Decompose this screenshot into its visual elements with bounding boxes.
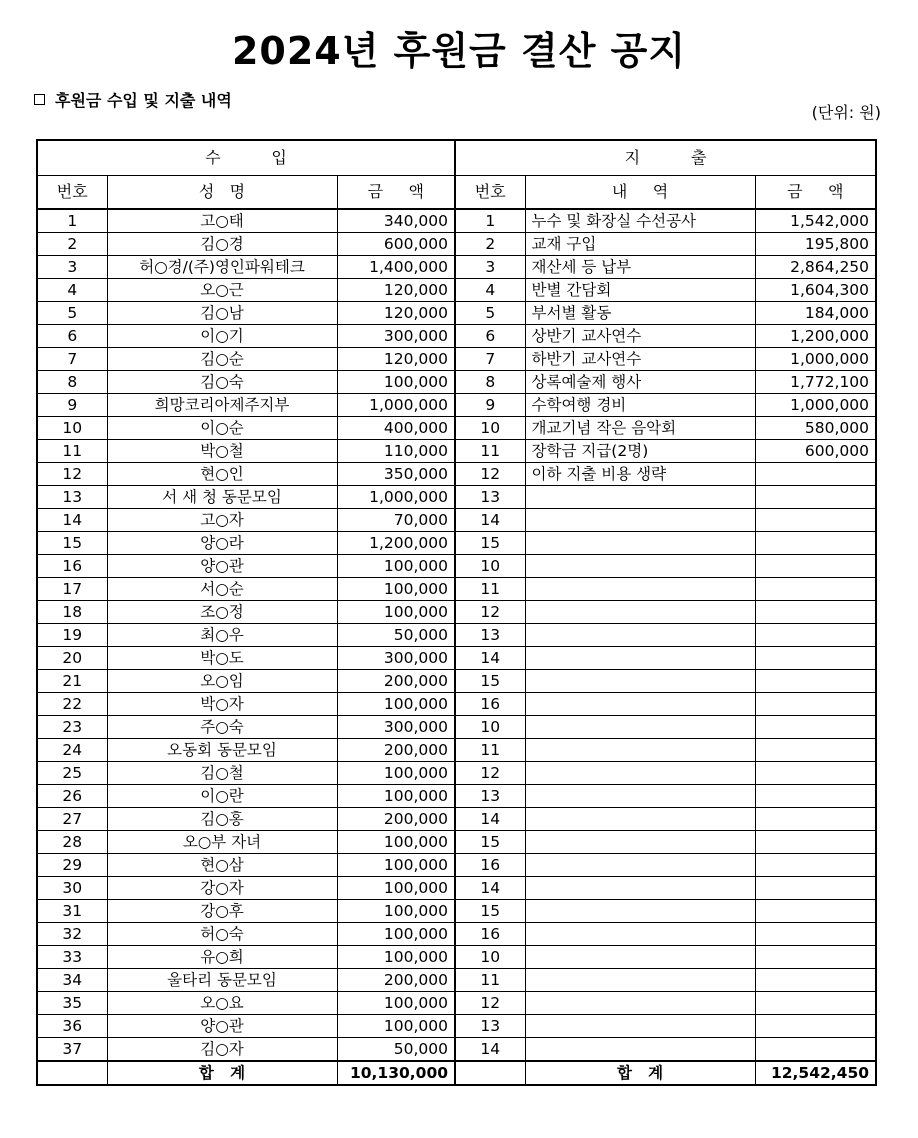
income-amount-cell: 300,000 <box>337 647 455 670</box>
expense-amount-cell <box>755 762 876 785</box>
expense-item-cell: 부서별 활동 <box>525 302 755 325</box>
expense-no-cell: 13 <box>455 486 525 509</box>
income-no-cell: 5 <box>37 302 107 325</box>
expense-amount-cell: 600,000 <box>755 440 876 463</box>
expense-item-cell <box>525 670 755 693</box>
table-row <box>37 854 876 877</box>
income-no-cell: 17 <box>37 578 107 601</box>
income-no-cell: 28 <box>37 831 107 854</box>
checkbox-bullet-icon <box>34 94 45 105</box>
expense-item-cell: 수학여행 경비 <box>525 394 755 417</box>
expense-amount-cell <box>755 693 876 716</box>
income-no-cell: 30 <box>37 877 107 900</box>
income-no-cell: 11 <box>37 440 107 463</box>
income-amount-cell: 1,200,000 <box>337 532 455 555</box>
income-amount-cell: 1,000,000 <box>337 394 455 417</box>
income-amount-cell: 70,000 <box>337 509 455 532</box>
income-no-cell: 18 <box>37 601 107 624</box>
table-row <box>37 233 876 256</box>
expense-no-cell: 16 <box>455 693 525 716</box>
section-title: 후원금 수입 및 지출 내역 <box>55 91 232 110</box>
income-amount-cell: 100,000 <box>337 831 455 854</box>
expense-item-cell <box>525 831 755 854</box>
expense-no-cell: 10 <box>455 946 525 969</box>
income-amount-cell: 340,000 <box>337 209 455 233</box>
income-amount-cell: 400,000 <box>337 417 455 440</box>
expense-item-cell <box>525 785 755 808</box>
expense-no-cell: 14 <box>455 647 525 670</box>
expense-item-cell: 상록예술제 행사 <box>525 371 755 394</box>
income-no-cell: 13 <box>37 486 107 509</box>
expense-amount-cell <box>755 670 876 693</box>
income-no-cell: 4 <box>37 279 107 302</box>
expense-item-cell: 상반기 교사연수 <box>525 325 755 348</box>
table-row <box>37 555 876 578</box>
income-name-cell: 오○근 <box>107 279 337 302</box>
income-amount-cell: 600,000 <box>337 233 455 256</box>
income-name-cell: 양○관 <box>107 555 337 578</box>
expense-item-cell <box>525 716 755 739</box>
table-row <box>37 739 876 762</box>
table-row <box>37 877 876 900</box>
expense-amount-header: 금 액 <box>755 176 876 210</box>
income-amount-cell: 50,000 <box>337 1038 455 1062</box>
income-amount-header: 금 액 <box>337 176 455 210</box>
income-name-cell: 김○자 <box>107 1038 337 1062</box>
page-title: 2024년 후원금 결산 공지 <box>231 29 687 73</box>
income-no-cell: 14 <box>37 509 107 532</box>
expense-no-cell: 9 <box>455 394 525 417</box>
table-row <box>37 463 876 486</box>
expense-amount-cell: 1,772,100 <box>755 371 876 394</box>
expense-no-cell: 5 <box>455 302 525 325</box>
expense-amount-cell <box>755 900 876 923</box>
income-amount-cell: 100,000 <box>337 785 455 808</box>
table-row <box>37 808 876 831</box>
expense-amount-cell <box>755 739 876 762</box>
expense-item-cell <box>525 877 755 900</box>
expense-no-cell: 1 <box>455 209 525 233</box>
income-name-cell: 허○경/(주)영인파워테크 <box>107 256 337 279</box>
income-amount-cell: 100,000 <box>337 371 455 394</box>
expense-no-cell: 13 <box>455 785 525 808</box>
income-name-cell: 고○자 <box>107 509 337 532</box>
column-header-row <box>37 176 876 210</box>
table-row <box>37 624 876 647</box>
income-amount-cell: 100,000 <box>337 762 455 785</box>
expense-item-cell: 반별 간담회 <box>525 279 755 302</box>
expense-item-cell <box>525 624 755 647</box>
expense-no-cell: 11 <box>455 739 525 762</box>
income-amount-cell: 350,000 <box>337 463 455 486</box>
expense-no-cell: 10 <box>455 716 525 739</box>
income-amount-cell: 100,000 <box>337 877 455 900</box>
income-name-cell: 울타리 동문모임 <box>107 969 337 992</box>
table-row <box>37 509 876 532</box>
income-amount-cell: 120,000 <box>337 279 455 302</box>
table-row <box>37 831 876 854</box>
income-name-cell: 최○우 <box>107 624 337 647</box>
expense-total-label: 합 계 <box>525 1061 755 1085</box>
expense-total-amount: 12,542,450 <box>755 1061 876 1085</box>
expense-no-cell: 12 <box>455 601 525 624</box>
expense-item-cell: 누수 및 화장실 수선공사 <box>525 209 755 233</box>
expense-amount-cell <box>755 532 876 555</box>
income-no-cell: 6 <box>37 325 107 348</box>
income-name-cell: 이○기 <box>107 325 337 348</box>
expense-amount-cell: 184,000 <box>755 302 876 325</box>
income-name-cell: 김○철 <box>107 762 337 785</box>
expense-no-cell: 10 <box>455 555 525 578</box>
income-no-cell: 12 <box>37 463 107 486</box>
expense-amount-cell: 1,542,000 <box>755 209 876 233</box>
income-no-header: 번호 <box>37 176 107 210</box>
expense-no-cell: 11 <box>455 578 525 601</box>
income-no-cell: 32 <box>37 923 107 946</box>
table-row <box>37 762 876 785</box>
table-row <box>37 532 876 555</box>
income-name-cell: 김○숙 <box>107 371 337 394</box>
expense-item-cell: 이하 지출 비용 생략 <box>525 463 755 486</box>
expense-amount-cell <box>755 785 876 808</box>
income-name-cell: 유○희 <box>107 946 337 969</box>
income-amount-cell: 100,000 <box>337 578 455 601</box>
income-name-cell: 이○란 <box>107 785 337 808</box>
expense-amount-cell <box>755 463 876 486</box>
income-no-cell: 22 <box>37 693 107 716</box>
table-row <box>37 647 876 670</box>
expense-no-cell: 15 <box>455 670 525 693</box>
expense-amount-cell <box>755 486 876 509</box>
income-no-cell: 29 <box>37 854 107 877</box>
income-no-cell: 19 <box>37 624 107 647</box>
table-row <box>37 486 876 509</box>
income-amount-cell: 120,000 <box>337 348 455 371</box>
income-name-cell: 현○인 <box>107 463 337 486</box>
income-amount-cell: 100,000 <box>337 900 455 923</box>
income-amount-cell: 100,000 <box>337 1015 455 1038</box>
expense-amount-cell <box>755 877 876 900</box>
income-amount-cell: 200,000 <box>337 739 455 762</box>
table-row <box>37 601 876 624</box>
income-amount-cell: 100,000 <box>337 923 455 946</box>
expense-item-cell <box>525 601 755 624</box>
income-amount-cell: 200,000 <box>337 808 455 831</box>
income-amount-cell: 100,000 <box>337 992 455 1015</box>
expense-item-cell: 교재 구입 <box>525 233 755 256</box>
table-row <box>37 371 876 394</box>
expense-no-cell: 10 <box>455 417 525 440</box>
income-amount-cell: 100,000 <box>337 693 455 716</box>
income-no-cell: 27 <box>37 808 107 831</box>
expense-no-cell: 7 <box>455 348 525 371</box>
expense-item-cell <box>525 969 755 992</box>
income-no-cell: 7 <box>37 348 107 371</box>
income-amount-cell: 110,000 <box>337 440 455 463</box>
income-amount-cell: 1,400,000 <box>337 256 455 279</box>
expense-amount-cell: 1,200,000 <box>755 325 876 348</box>
income-total-amount: 10,130,000 <box>337 1061 455 1085</box>
income-name-cell: 양○관 <box>107 1015 337 1038</box>
income-name-cell: 오동회 동문모임 <box>107 739 337 762</box>
expense-no-cell: 3 <box>455 256 525 279</box>
expense-amount-cell <box>755 831 876 854</box>
table-row <box>37 992 876 1015</box>
expense-amount-cell <box>755 969 876 992</box>
expense-amount-cell <box>755 808 876 831</box>
expense-amount-cell <box>755 509 876 532</box>
income-name-cell: 김○남 <box>107 302 337 325</box>
table-row <box>37 693 876 716</box>
expense-no-cell: 15 <box>455 900 525 923</box>
expense-item-cell <box>525 693 755 716</box>
income-amount-cell: 100,000 <box>337 555 455 578</box>
expense-item-cell: 장학금 지급(2명) <box>525 440 755 463</box>
income-no-cell: 10 <box>37 417 107 440</box>
income-no-cell: 25 <box>37 762 107 785</box>
expense-amount-cell <box>755 716 876 739</box>
income-name-cell: 이○순 <box>107 417 337 440</box>
expense-amount-cell: 1,000,000 <box>755 394 876 417</box>
table-row <box>37 440 876 463</box>
expense-no-cell: 2 <box>455 233 525 256</box>
income-total-blank <box>37 1061 107 1085</box>
income-no-cell: 20 <box>37 647 107 670</box>
expense-amount-cell: 1,000,000 <box>755 348 876 371</box>
income-no-cell: 34 <box>37 969 107 992</box>
expense-item-cell: 하반기 교사연수 <box>525 348 755 371</box>
income-amount-cell: 50,000 <box>337 624 455 647</box>
income-amount-cell: 100,000 <box>337 854 455 877</box>
income-name-cell: 김○경 <box>107 233 337 256</box>
expense-item-cell: 개교기념 작은 음악회 <box>525 417 755 440</box>
expense-item-header: 내 역 <box>525 176 755 210</box>
expense-total-blank <box>455 1061 525 1085</box>
income-amount-cell: 1,000,000 <box>337 486 455 509</box>
income-name-cell: 오○요 <box>107 992 337 1015</box>
expense-no-cell: 14 <box>455 509 525 532</box>
expense-no-cell: 13 <box>455 624 525 647</box>
table-row <box>37 785 876 808</box>
expense-no-cell: 16 <box>455 854 525 877</box>
expense-item-cell <box>525 578 755 601</box>
expense-item-cell <box>525 762 755 785</box>
income-no-cell: 21 <box>37 670 107 693</box>
income-no-cell: 1 <box>37 209 107 233</box>
expense-amount-cell <box>755 647 876 670</box>
income-no-cell: 8 <box>37 371 107 394</box>
expense-no-cell: 6 <box>455 325 525 348</box>
expense-header: 지 출 <box>455 140 876 176</box>
table-row <box>37 969 876 992</box>
expense-amount-cell <box>755 946 876 969</box>
expense-no-cell: 13 <box>455 1015 525 1038</box>
table-row <box>37 394 876 417</box>
income-no-cell: 33 <box>37 946 107 969</box>
income-no-cell: 3 <box>37 256 107 279</box>
expense-no-cell: 12 <box>455 762 525 785</box>
income-name-cell: 서○순 <box>107 578 337 601</box>
expense-item-cell: 재산세 등 납부 <box>525 256 755 279</box>
income-no-cell: 16 <box>37 555 107 578</box>
expense-no-cell: 16 <box>455 923 525 946</box>
expense-no-cell: 14 <box>455 877 525 900</box>
expense-no-cell: 12 <box>455 463 525 486</box>
table-row <box>37 578 876 601</box>
table-row <box>37 256 876 279</box>
table-row <box>37 900 876 923</box>
income-amount-cell: 300,000 <box>337 325 455 348</box>
income-name-cell: 오○임 <box>107 670 337 693</box>
expense-item-cell <box>525 1038 755 1062</box>
expense-item-cell <box>525 555 755 578</box>
expense-no-cell: 8 <box>455 371 525 394</box>
expense-amount-cell <box>755 923 876 946</box>
income-no-cell: 31 <box>37 900 107 923</box>
income-name-cell: 현○삼 <box>107 854 337 877</box>
expense-amount-cell <box>755 1015 876 1038</box>
expense-no-cell: 11 <box>455 969 525 992</box>
income-header: 수 입 <box>37 140 455 176</box>
income-no-cell: 26 <box>37 785 107 808</box>
expense-no-header: 번호 <box>455 176 525 210</box>
income-amount-cell: 200,000 <box>337 969 455 992</box>
expense-item-cell <box>525 532 755 555</box>
ledger-table <box>36 139 877 1086</box>
totals-row <box>37 1061 876 1085</box>
income-total-label: 합 계 <box>107 1061 337 1085</box>
expense-no-cell: 12 <box>455 992 525 1015</box>
income-name-cell: 희망코리아제주지부 <box>107 394 337 417</box>
income-name-cell: 박○자 <box>107 693 337 716</box>
income-no-cell: 35 <box>37 992 107 1015</box>
expense-no-cell: 11 <box>455 440 525 463</box>
expense-amount-cell: 1,604,300 <box>755 279 876 302</box>
expense-no-cell: 15 <box>455 532 525 555</box>
income-name-cell: 박○도 <box>107 647 337 670</box>
expense-amount-cell <box>755 601 876 624</box>
income-amount-cell: 100,000 <box>337 601 455 624</box>
income-name-cell: 양○라 <box>107 532 337 555</box>
table-row <box>37 923 876 946</box>
table-row <box>37 348 876 371</box>
income-amount-cell: 300,000 <box>337 716 455 739</box>
expense-amount-cell <box>755 555 876 578</box>
expense-item-cell <box>525 739 755 762</box>
table-row <box>37 417 876 440</box>
income-name-cell: 강○자 <box>107 877 337 900</box>
expense-item-cell <box>525 509 755 532</box>
income-name-cell: 김○순 <box>107 348 337 371</box>
expense-item-cell <box>525 808 755 831</box>
table-row <box>37 946 876 969</box>
income-amount-cell: 100,000 <box>337 946 455 969</box>
income-amount-cell: 200,000 <box>337 670 455 693</box>
table-row <box>37 670 876 693</box>
expense-amount-cell <box>755 624 876 647</box>
income-name-header: 성 명 <box>107 176 337 210</box>
income-no-cell: 24 <box>37 739 107 762</box>
expense-no-cell: 4 <box>455 279 525 302</box>
income-name-cell: 강○후 <box>107 900 337 923</box>
section-heading <box>34 88 232 111</box>
income-no-cell: 37 <box>37 1038 107 1062</box>
expense-item-cell <box>525 923 755 946</box>
table-row <box>37 279 876 302</box>
income-no-cell: 23 <box>37 716 107 739</box>
income-name-cell: 서 새 청 동문모임 <box>107 486 337 509</box>
income-amount-cell: 120,000 <box>337 302 455 325</box>
income-no-cell: 36 <box>37 1015 107 1038</box>
table-row <box>37 209 876 233</box>
expense-amount-cell: 580,000 <box>755 417 876 440</box>
table-row <box>37 716 876 739</box>
income-no-cell: 2 <box>37 233 107 256</box>
expense-item-cell <box>525 1015 755 1038</box>
expense-no-cell: 14 <box>455 808 525 831</box>
income-name-cell: 고○태 <box>107 209 337 233</box>
expense-amount-cell <box>755 854 876 877</box>
income-no-cell: 15 <box>37 532 107 555</box>
income-name-cell: 오○부 자녀 <box>107 831 337 854</box>
expense-amount-cell <box>755 578 876 601</box>
income-name-cell: 조○정 <box>107 601 337 624</box>
income-no-cell: 9 <box>37 394 107 417</box>
group-header-row <box>37 140 876 176</box>
expense-item-cell <box>525 946 755 969</box>
expense-no-cell: 15 <box>455 831 525 854</box>
income-name-cell: 김○홍 <box>107 808 337 831</box>
unit-label: (단위: 원) <box>811 103 881 122</box>
income-name-cell: 박○철 <box>107 440 337 463</box>
expense-no-cell: 14 <box>455 1038 525 1062</box>
income-name-cell: 주○숙 <box>107 716 337 739</box>
expense-item-cell <box>525 486 755 509</box>
expense-amount-cell: 2,864,250 <box>755 256 876 279</box>
expense-amount-cell: 195,800 <box>755 233 876 256</box>
table-row <box>37 302 876 325</box>
expense-item-cell <box>525 900 755 923</box>
table-row <box>37 325 876 348</box>
expense-item-cell <box>525 992 755 1015</box>
expense-amount-cell <box>755 1038 876 1062</box>
expense-item-cell <box>525 647 755 670</box>
income-name-cell: 허○숙 <box>107 923 337 946</box>
table-row <box>37 1015 876 1038</box>
expense-item-cell <box>525 854 755 877</box>
table-row <box>37 1038 876 1062</box>
expense-amount-cell <box>755 992 876 1015</box>
